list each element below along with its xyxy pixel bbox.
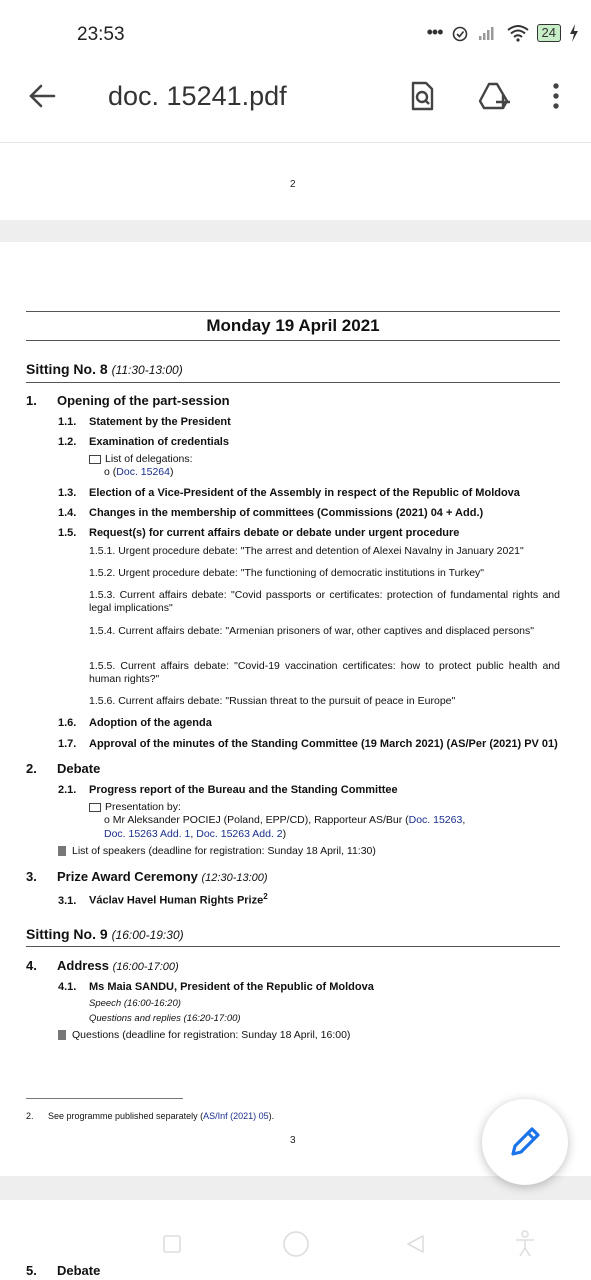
presentation-by: Presentation by: bbox=[89, 801, 181, 813]
search-document-icon[interactable] bbox=[407, 80, 437, 112]
folder-icon bbox=[89, 455, 101, 464]
document-icon bbox=[58, 846, 66, 856]
delegations-list: List of delegations: bbox=[89, 453, 193, 465]
footnote-rule bbox=[26, 1098, 183, 1099]
status-icons bbox=[427, 22, 579, 43]
agenda-item-4-1: 4.1. Ms Maia SANDU, President of the Republic of Moldova bbox=[58, 981, 374, 993]
agenda-item-1-5-6: 1.5.6. Current affairs debate: "Russian threat to the pursuit of peace in Europe" bbox=[89, 695, 456, 707]
agenda-item-5: 5. Debate bbox=[26, 1263, 101, 1278]
doc-15263-add2-link[interactable]: Doc. 15263 Add. 2 bbox=[196, 828, 283, 840]
doc-15263-add1-link[interactable]: Doc. 15263 Add. 1 bbox=[104, 828, 191, 840]
agenda-item-4: 4. Address (16:00-17:00) bbox=[26, 958, 179, 973]
accessibility-icon[interactable] bbox=[514, 1230, 536, 1258]
agenda-item-1-5: 1.5. Request(s) for current affairs debate or debate under urgent procedure bbox=[58, 527, 460, 539]
document-title: doc. 15241.pdf bbox=[108, 81, 287, 111]
rapporteur-line: o Mr Aleksander POCIEJ (Poland, EPP/CD), Rapporteur AS/Bur (Doc. 15263, bbox=[104, 814, 466, 826]
rule-top bbox=[26, 311, 560, 312]
agenda-item-1-6: 1.6. Adoption of the agenda bbox=[58, 717, 212, 729]
charging-bolt-icon bbox=[569, 24, 579, 42]
as-inf-link[interactable]: AS/Inf (2021) 05 bbox=[203, 1111, 269, 1121]
pencil-icon bbox=[482, 1099, 568, 1185]
agenda-item-3-1: 3.1. Václav Havel Human Rights Prize$^2$ bbox=[58, 892, 268, 907]
agenda-item-1-2: 1.2. Examination of credentials bbox=[58, 436, 229, 448]
status-time: 23:53 bbox=[77, 24, 125, 45]
speech-time: Speech (16:00-16:20) bbox=[89, 998, 181, 1009]
rule-under-day bbox=[26, 340, 560, 341]
agenda-item-1-5-2: 1.5.2. Urgent procedure debate: "The functioning of democratic institutions in Turkey" bbox=[89, 567, 485, 579]
questions-line: Questions (deadline for registration: Sunday 18 April, 16:00) bbox=[58, 1029, 350, 1041]
back-nav-icon[interactable] bbox=[405, 1234, 425, 1254]
sitting-9-heading: Sitting No. 9 (16:00-19:30) bbox=[26, 926, 184, 942]
back-arrow-icon[interactable] bbox=[26, 80, 58, 112]
more-options-icon[interactable] bbox=[545, 80, 567, 112]
app-bar bbox=[0, 66, 591, 143]
alarm-icon bbox=[451, 24, 469, 42]
agenda-item-1-4: 1.4. Changes in the membership of committees (Commissions (2021) 04 + Add.) bbox=[58, 507, 484, 519]
recents-icon[interactable] bbox=[162, 1234, 182, 1254]
agenda-item-1-3: 1.3. Election of a Vice-President of the Assembly in respect of the Republic of Moldova bbox=[58, 487, 520, 499]
agenda-item-1-5-1: 1.5.1. Urgent procedure debate: "The arrest and detention of Alexei Navalny in January 2021" bbox=[89, 545, 524, 557]
agenda-item-1-5-3: 1.5.3. Current affairs debate: "Covid passports or certificates: protection of fundamental rights and legal implications" bbox=[89, 589, 560, 614]
rapporteur-docs-line: Doc. 15263 Add. 1, Doc. 15263 Add. 2) bbox=[104, 828, 287, 840]
page-gap bbox=[0, 220, 591, 242]
agenda-item-2-1: 2.1. Progress report of the Bureau and the Standing Committee bbox=[58, 784, 398, 796]
prev-page-number: 2 bbox=[290, 179, 296, 190]
battery-icon: 24 bbox=[537, 24, 561, 42]
page-number: 3 bbox=[290, 1135, 296, 1146]
footnote: 2. See programme published separately (AS/Inf (2021) 05). bbox=[26, 1111, 275, 1121]
doc-15263-link[interactable]: Doc. 15263 bbox=[408, 814, 463, 826]
home-icon[interactable] bbox=[282, 1230, 310, 1258]
agenda-item-2: 2. Debate bbox=[26, 761, 101, 776]
edit-button[interactable] bbox=[482, 1099, 568, 1185]
sitting-8-heading: Sitting No. 8 (11:30-13:00) bbox=[26, 361, 183, 377]
questions-replies-time: Questions and replies (16:20-17:00) bbox=[89, 1013, 241, 1024]
agenda-item-1: 1. Opening of the part-session bbox=[26, 393, 230, 408]
wifi-icon bbox=[507, 24, 529, 42]
document-icon bbox=[58, 1030, 66, 1040]
agenda-item-1-7: 1.7. Approval of the minutes of the Standing Committee (19 March 2021) (AS/Per (2021) PV 01) bbox=[58, 738, 558, 750]
rule-sitting-9 bbox=[26, 946, 560, 947]
agenda-item-3: 3. Prize Award Ceremony (12:30-13:00) bbox=[26, 869, 268, 884]
agenda-item-1-5-5: 1.5.5. Current affairs debate: "Covid-19 vaccination certificates: how to protect public health and human rights?" bbox=[89, 660, 560, 685]
add-to-drive-icon[interactable] bbox=[478, 80, 512, 112]
status-bar bbox=[0, 0, 591, 66]
doc-15264-link[interactable]: Doc. 15264 bbox=[116, 466, 170, 478]
more-dots-icon: ••• bbox=[426, 22, 443, 42]
agenda-item-1-1: 1.1. Statement by the President bbox=[58, 416, 231, 428]
speakers-list-line: List of speakers (deadline for registration: Sunday 18 April, 11:30) bbox=[58, 845, 376, 857]
day-heading: Monday 19 April 2021 bbox=[206, 316, 380, 335]
rule-sitting-8 bbox=[26, 382, 560, 383]
folder-icon bbox=[89, 803, 101, 812]
signal-icon bbox=[477, 25, 499, 41]
agenda-item-1-5-4: 1.5.4. Current affairs debate: "Armenian prisoners of war, other captives and displaced persons" bbox=[89, 625, 535, 637]
doc-15264-line: o (Doc. 15264) bbox=[104, 466, 174, 478]
